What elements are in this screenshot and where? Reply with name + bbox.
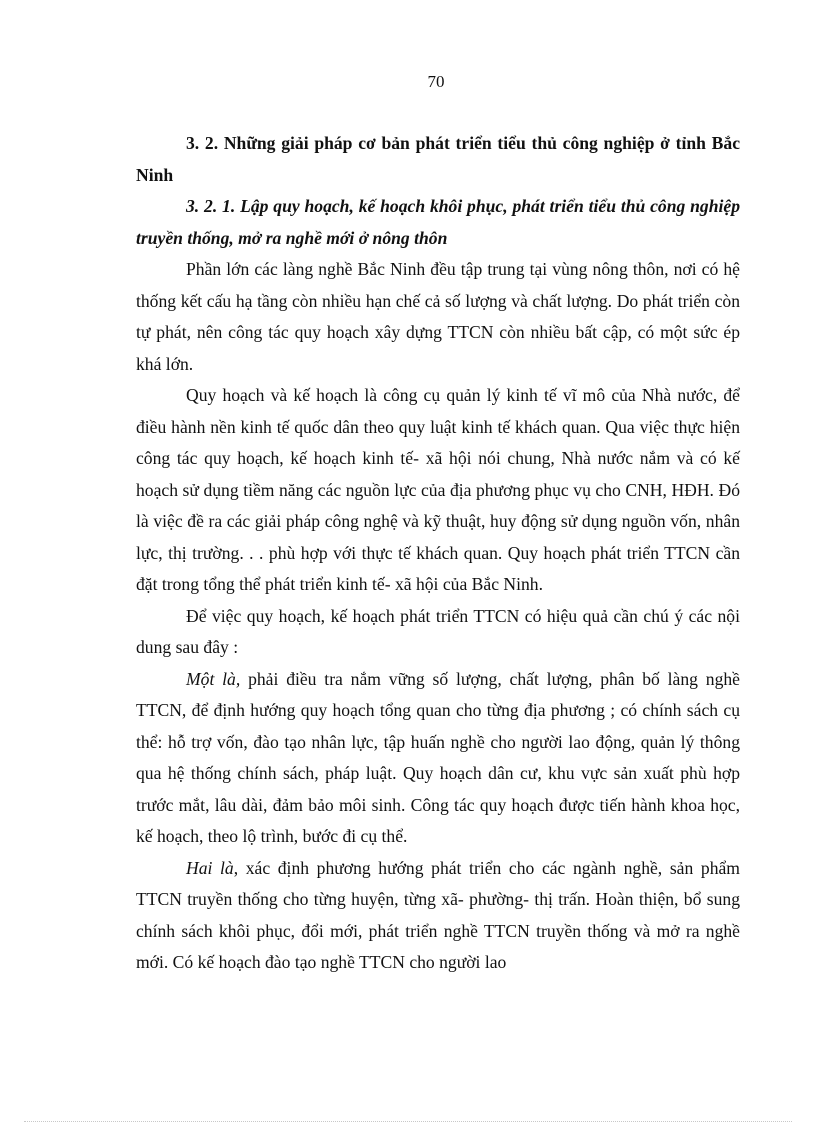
list-item-2-text: , xác định phương hướng phát triển cho các ngành nghề, sản phẩm TTCN truyền thống cho từng huyện, từng xã- phường- thị trấn. Hoàn thiện, bổ sung chính sách khôi phục, đổi mới, phát triển nghề TTCN truyền thống và mở ra nghề mới. Có kế hoạch đào tạo nghề TTCN cho người lao: [136, 857, 740, 972]
list-item-1-lead: Một là,: [186, 668, 241, 689]
page-bottom-divider: [24, 1121, 792, 1122]
list-item-1: [136, 664, 740, 853]
list-item-2-lead: Hai là: [186, 857, 234, 878]
page-number: 70: [427, 72, 445, 91]
list-item-1-text: phải điều tra nắm vững số lượng, chất lượng, phân bố làng nghề TTCN, để định hướng quy hoạch tổng quan cho từng địa phương ; có chính sách cụ thể: hỗ trợ vốn, đào tạo nhân lực, tập huấn nghề cho người lao động, quản lý thông qua hệ thống chính sách, pháp luật. Quy hoạch dân cư, khu vực sản xuất phù hợp trước mắt, lâu dài, đảm bảo môi sinh. Công tác quy hoạch được tiến hành khoa học, kế hoạch, theo lộ trình, bước đi cụ thể.: [136, 668, 740, 846]
section-heading: 3. 2. Những giải pháp cơ bản phát triển tiểu thủ công nghiệp ở tỉnh Bắc Ninh: [136, 133, 740, 185]
list-item-2: [136, 853, 740, 979]
document-body: [136, 128, 740, 979]
section-subheading: 3. 2. 1. Lập quy hoạch, kế hoạch khôi phục, phát triển tiểu thủ công nghiệp truyền thống, mở ra nghề mới ở nông thôn: [136, 196, 740, 248]
paragraph-2: Quy hoạch và kế hoạch là công cụ quản lý kinh tế vĩ mô của Nhà nước, để điều hành nền kinh tế quốc dân theo quy luật kinh tế khách quan. Qua việc thực hiện công tác quy hoạch, kế hoạch kinh tế- xã hội nói chung, Nhà nước nắm và có kế hoạch sử dụng tiềm năng các nguồn lực của địa phương phục vụ cho CNH, HĐH. Đó là việc đề ra các giải pháp công nghệ và kỹ thuật, huy động sử dụng nguồn vốn, nhân lực, thị trường. . . phù hợp với thực tế khách quan. Quy hoạch phát triển TTCN cần đặt trong tổng thể phát triển kinh tế- xã hội của Bắc Ninh.: [136, 385, 740, 594]
paragraph-1: Phần lớn các làng nghề Bắc Ninh đều tập trung tại vùng nông thôn, nơi có hệ thống kết cấu hạ tầng còn nhiều hạn chế cả số lượng và chất lượng. Do phát triển còn tự phát, nên công tác quy hoạch xây dựng TTCN còn nhiều bất cập, có một sức ép khá lớn.: [136, 259, 740, 374]
paragraph-3: Để việc quy hoạch, kế hoạch phát triển TTCN có hiệu quả cần chú ý các nội dung sau đây :: [136, 605, 740, 657]
